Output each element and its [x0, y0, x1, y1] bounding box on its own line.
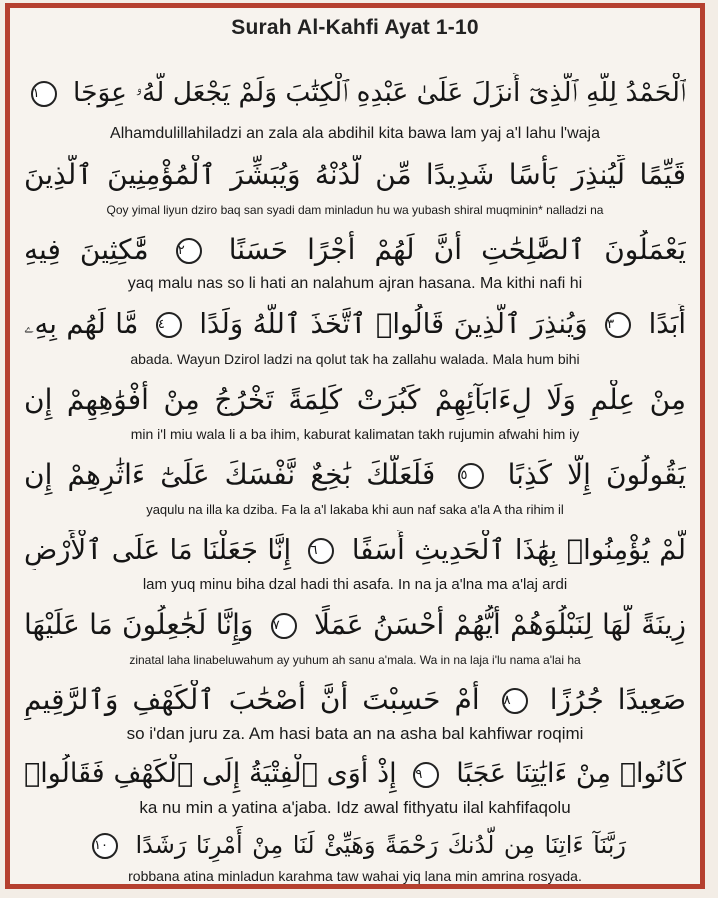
ayah-text: يَقُولُونَ إِلَّا كَذِبًا: [507, 458, 686, 491]
arabic-line-7: [24, 530, 686, 570]
translit-line-2: Qoy yimal liyun dziro baq san syadi dam minladun hu wa yubash shiral muqminin* nalladzi na: [106, 203, 604, 217]
ayah-text: لَّمْ يُؤْمِنُوا۟ بِهَٰذَا ٱلْحَدِيثِ أَسَفًا: [351, 534, 686, 566]
ayah-number-marker: ٣: [605, 312, 631, 338]
translit-line-11: robbana atina minladun karahma taw wahai yiq lana min amrina rosyada.: [128, 868, 582, 884]
ayah-text: مَّٰكِثِينَ فِيهِ: [24, 233, 149, 266]
ayah-number-marker: ٦: [308, 538, 334, 564]
ayah-text: وَإِنَّا لَجَٰعِلُونَ مَا عَلَيْهَا: [24, 608, 254, 641]
translit-line-3: yaq malu nas so li hati an nalahum ajran hasana. Ma kithi nafi hi: [127, 275, 583, 292]
translit-line-10: ka nu min a yatina a'jaba. Idz awal fithyatu ilal kahfifaqolu: [139, 798, 571, 817]
arabic-line-6: [24, 455, 686, 495]
arabic-line-4: [24, 304, 686, 344]
arabic-line-9: [24, 680, 686, 720]
ayah-text: زِينَةً لَّهَا لِنَبْلُوَهُمْ أَيُّهُمْ أَحْسَنُ عَمَلًا: [314, 608, 686, 641]
ayah-text: قَيِّمًا لِّيُنذِرَ بَأْسًا شَدِيدًا مِّن لَّدُنْهُ وَيُبَشِّرَ ٱلْمُؤْمِنِينَ ٱلَّذِينَ: [24, 158, 686, 191]
ayah-text: ٱلْحَمْدُ لِلَّهِ ٱلَّذِىٓ أَنزَلَ عَلَىٰ عَبْدِهِ ٱلْكِتَٰبَ وَلَمْ يَجْعَل لَّهُۥ عِوَجَا: [73, 77, 686, 108]
ayah-text: إِنَّا جَعَلْنَا مَا عَلَى ٱلْأَرْضِ: [24, 534, 292, 566]
ayah-number-marker: ٥: [458, 463, 484, 489]
arabic-line-5: [24, 380, 686, 420]
translit-line-5: min i'l miu wala li a ba ihim, kaburat kalimatan takh rujumin afwahi him iy: [130, 426, 580, 442]
arabic-line-1: [24, 73, 686, 113]
translit-line-7: lam yuq minu biha dzal hadi thi asafa. In na ja a'lna ma a'laj ardi: [142, 576, 568, 593]
arabic-line-11: [24, 826, 686, 864]
ayah-text: مِنْ عِلْمٍ وَلَا لِءَابَآئِهِمْ كَبُرَتْ كَلِمَةً تَخْرُجُ مِنْ أَفْوَٰهِهِمْ إِن: [24, 383, 686, 416]
ayah-number-marker: ٩: [413, 762, 439, 788]
ayah-text: يَعْمَلُونَ ٱلصَّٰلِحَٰتِ أَنَّ لَهُمْ أَجْرًا حَسَنًا: [228, 233, 686, 266]
translit-line-4: abada. Wayun Dzirol ladzi na qolut tak ha zallahu walada. Mala hum bihi: [130, 351, 580, 367]
arabic-line-3: [24, 230, 686, 270]
page-title: Surah Al-Kahfi Ayat 1-10: [231, 16, 479, 39]
ayah-text: إِذْ أَوَى ٱلْفِتْيَةُ إِلَى ٱلْكَهْفِ فَقَالُوا۟: [24, 758, 397, 789]
ayah-number-marker: ٧: [271, 613, 297, 639]
translit-line-8: zinatal laha linabeluwahum ay yuhum ah sanu a'mala. Wa in na laja i'lu nama a'lai ha: [129, 653, 581, 667]
ayah-text: أَمْ حَسِبْتَ أَنَّ أَصْحَٰبَ ٱلْكَهْفِ وَٱلرَّقِيمِ: [24, 683, 480, 716]
ayah-number-marker: ٤: [156, 312, 182, 338]
ayah-text: أَبَدًا: [648, 308, 686, 340]
arabic-line-8: [24, 605, 686, 645]
translit-line-1: Alhamdulillahiladzi an zala ala abdihil kita bawa lam yaj a'l lahu l'waja: [110, 125, 600, 142]
page-frame: [5, 3, 705, 889]
ayah-number-marker: ٨: [502, 688, 528, 714]
ayah-text: وَيُنذِرَ ٱلَّذِينَ قَالُوا۟ ٱتَّخَذَ ٱللَّهُ وَلَدًا: [199, 308, 588, 340]
ayah-text: فَلَعَلَّكَ بَٰخِعٌ نَّفْسَكَ عَلَىٰٓ ءَاثَٰرِهِمْ إِن: [24, 458, 436, 491]
ayah-number-marker: ١٠: [92, 833, 118, 859]
translit-line-6: yaqulu na illa ka dziba. Fa la a'l lakaba khi aun naf saka a'la A tha rihim il: [146, 502, 564, 517]
ayah-text: رَبَّنَآ ءَاتِنَا مِن لَّدُنكَ رَحْمَةً وَهَيِّئْ لَنَا مِنْ أَمْرِنَا رَشَدًا: [135, 831, 626, 859]
ayah-number-marker: ٢: [176, 238, 202, 264]
ayah-text: صَعِيدًا جُرُزًا: [549, 683, 686, 716]
ayah-text: مَّا لَهُم بِهِۦ: [24, 308, 139, 340]
ayah-text: كَانُوا۟ مِنْ ءَايَٰتِنَا عَجَبًا: [456, 758, 686, 789]
arabic-line-10: [24, 754, 686, 794]
ayah-number-marker: ١: [31, 81, 57, 107]
translit-line-9: so i'dan juru za. Am hasi bata an na asha bal kahfiwar roqimi: [126, 724, 584, 743]
arabic-line-2: [24, 155, 686, 195]
